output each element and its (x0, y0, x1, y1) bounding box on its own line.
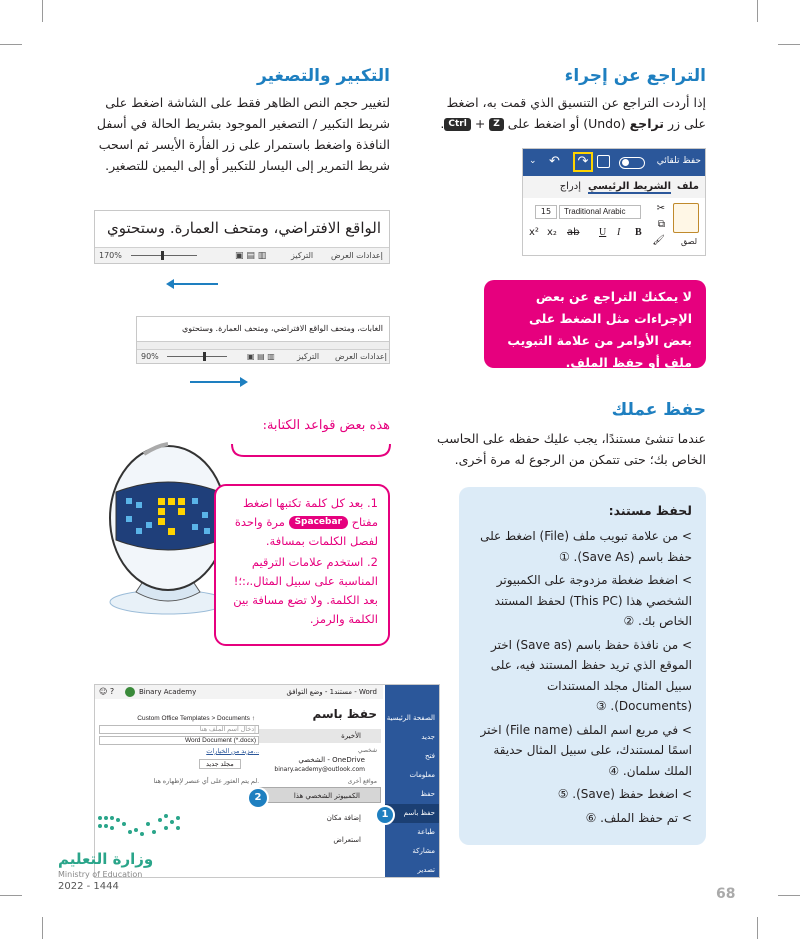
this-pc-item[interactable]: الكمبيوتر الشخصي هذا (259, 787, 381, 803)
zoom-slider-thumb[interactable] (161, 251, 164, 260)
tips-bubble (214, 484, 390, 646)
saveas-screenshot (94, 684, 440, 878)
more-options-link[interactable]: مزيد من الخيارات... (206, 748, 259, 755)
undo-text: إذا أردت التراجع عن التنسيق الذي قمت به، اضغط على زر (446, 95, 706, 131)
tip-1-text-b: مرة واحدة لفصل الكلمات بمسافة. (234, 515, 378, 548)
undo-icon[interactable]: ↶ (549, 154, 560, 169)
zoom-slider-small[interactable] (167, 356, 227, 357)
other-locations-label: مواقع أخرى (347, 778, 377, 785)
subscript-button[interactable]: x₂ (547, 227, 557, 238)
sidebar-item-save-as[interactable]: حفظ باسم (385, 804, 440, 823)
save-box-title: لحفظ مستند: (608, 503, 692, 518)
save-title: حفظ عملك (611, 400, 706, 420)
ribbon-tabs (523, 176, 706, 198)
autosave-label: حفظ تلقائي (656, 156, 701, 166)
sidebar-item[interactable]: طباعة (417, 828, 435, 836)
display-settings-label[interactable]: إعدادات العرض (331, 251, 383, 260)
plus-sign: + (474, 116, 486, 131)
redo-icon[interactable]: ↷ (573, 152, 593, 172)
zoom-small-text: الغابات، ومتحف الواقع الافتراضي، ومتحف العمارة. وستحتوي (182, 324, 383, 333)
empty-note: لم يتم العثور على أي عنصر لإظهاره هنا. (153, 778, 259, 785)
ctrl-key: Ctrl (444, 118, 470, 131)
zoom-paragraph: لتغيير حجم النص الظاهر فقط على الشاشة اضغط على شريط التكبير / التصغير الموجود بشريط الحالة في أسفل النافذة واضغط باستمرار على زر الفأرة الأيسر ثم اسحب شريط التمرير إلى اليسار للتكبير أو إلى اليمين للتصغير. (96, 95, 390, 173)
step-badge-1: 1 (375, 805, 395, 825)
save-steps-box (459, 487, 706, 845)
undo-paragraph: إذا أردت التراجع عن التنسيق الذي قمت به، اضغط على زر تراجع (Undo) أو اضغط على Z + Ctrl. (440, 95, 706, 131)
browse-item[interactable]: استعراض (333, 836, 361, 844)
crop-mark (757, 917, 758, 939)
zoom-slider[interactable] (131, 255, 197, 256)
paste-label: لصق (680, 237, 697, 246)
step-badge-2: 2 (247, 787, 269, 809)
save-step: > اضغط حفظ (Save). ⑤ (557, 787, 692, 801)
ministry-name-en: Ministry of Education (58, 870, 143, 879)
crop-mark (0, 44, 22, 45)
save-step: > في مربع اسم الملف (File name) اختر اسمًا لمستندك، على سبيل المثال حديقة الملك سلمان. ④ (480, 722, 692, 778)
backstage-sidebar (385, 685, 440, 878)
saveas-heading: حفظ باسم (312, 707, 377, 721)
focus-label[interactable]: التركيز (291, 251, 314, 260)
page-number: 68 (716, 886, 736, 902)
display-settings-label-small[interactable]: إعدادات العرض (335, 352, 387, 361)
tip-2: 2. استخدم علامات الترقيم المناسبة على سبيل المثال.،:؛! بعد الكلمة. ولا تضع مسافة بين الكلمة والرمز. (233, 555, 378, 626)
recent-item[interactable]: الأخيرة (259, 729, 381, 743)
font-size-box[interactable]: 15 (535, 205, 557, 219)
z-key: Z (489, 118, 504, 131)
zoom-large-text: الواقع الافتراضي، ومتحف العمارة. وستحتوي (107, 219, 381, 237)
crop-mark (0, 895, 22, 896)
personal-label: شخصي (357, 747, 377, 754)
focus-label-small[interactable]: التركيز (297, 352, 320, 361)
sidebar-item[interactable]: مشاركة (412, 847, 435, 855)
copy-icon[interactable]: ⧉ (657, 219, 665, 230)
superscript-button[interactable]: x² (529, 227, 539, 238)
zoom-level-small[interactable]: 90% (141, 352, 159, 361)
onedrive-mail: binary.academy@outlook.com (274, 766, 365, 773)
arrow-right-head (240, 377, 248, 387)
format-painter-icon[interactable]: 🖌 (652, 235, 665, 246)
italic-button[interactable]: I (617, 227, 621, 238)
status-bar-small (137, 349, 389, 363)
save-paragraph: عندما تنشئ مستندًا، يجب عليك حفظه على الحاسب الخاص بك؛ حتى تتمكن من الرجوع له مرة أخرى. (436, 431, 706, 467)
path-text: Custom Office Templates > Documents (137, 715, 250, 722)
crop-mark (42, 917, 43, 939)
tips-bracket (226, 424, 396, 464)
account-name[interactable]: Binary Academy (139, 688, 197, 696)
cut-icon[interactable]: ✂ (656, 203, 665, 214)
ribbon-titlebar (523, 149, 706, 176)
save-steps-list (473, 526, 692, 828)
sidebar-item[interactable]: فتح (425, 752, 435, 760)
save-icon[interactable] (597, 155, 610, 168)
zoom-slider-thumb-small[interactable] (203, 352, 206, 361)
tips-header: هذه بعض قواعد الكتابة: (262, 418, 390, 433)
zoom-level[interactable]: 170% (99, 251, 122, 260)
arrow-left-icon (168, 283, 218, 285)
save-step: > اضغط ضغطة مزدوجة على الكمبيوتر الشخصي هذا (This PC) لحفظ المستند الخاص بك. ② (494, 573, 692, 628)
help-icon[interactable]: ☺ ? (99, 687, 115, 696)
zoom-screenshot-large (94, 210, 390, 264)
saveas-browser (99, 715, 259, 785)
ministry-name-ar: وزارة التعليم (58, 850, 154, 868)
folder-path[interactable]: Custom Office Templates > Documents ↑ (137, 715, 255, 722)
tip-1-text-a: 1. بعد كل كلمة تكتبها اضغط مفتاح (242, 496, 378, 529)
status-bar (95, 247, 389, 263)
paste-icon[interactable] (673, 203, 699, 233)
onedrive-name: OneDrive - الشخصي (298, 756, 365, 764)
crop-mark (757, 0, 758, 22)
arrow-right-icon (190, 381, 240, 383)
saveas-locations (255, 701, 385, 877)
zoom-title: التكبير والتصغير (257, 66, 390, 86)
sidebar-item[interactable]: جديد (421, 733, 435, 741)
ministry-logo-icon (96, 810, 188, 840)
spacebar-key: Spacebar (289, 516, 348, 529)
save-step: > من نافذة حفظ باسم (Save as) اختر الموقع الذي تريد حفظ المستند فيه، على سبيل المثال مجلد المستندات (Documents). ③ (490, 637, 692, 713)
view-icons[interactable]: ▣ ▤ ▥ (235, 251, 267, 261)
new-folder-button[interactable]: مجلد جديد (199, 759, 241, 769)
tab-insert[interactable]: إدراج (559, 181, 581, 192)
save-step: > من علامة تبويب ملف (File) اضغط على حفظ باسم (Save As). ① (480, 529, 692, 564)
sidebar-item[interactable]: تصدير (417, 866, 435, 874)
tab-home[interactable]: الشريط الرئيسي (587, 181, 671, 192)
arrow-left-head (166, 279, 174, 289)
sidebar-item[interactable]: الصفحة الرئيسية (386, 714, 435, 722)
tip-1 (226, 494, 378, 551)
undo-en: (Undo) أو اضغط على (507, 116, 626, 131)
save-step: > تم حفظ الملف. ⑥ (585, 810, 692, 825)
sidebar-item[interactable]: معلومات (409, 771, 435, 779)
saveas-titlebar (95, 685, 383, 699)
undo-bold: تراجع (629, 116, 664, 131)
strikethrough-button[interactable]: ab (567, 227, 580, 238)
undo-title: التراجع عن إجراء (564, 66, 706, 86)
filetype-select[interactable]: Word Document (*.docx) (99, 736, 259, 745)
saveas-window-title: مستند1 - وضع التوافق - Word (286, 688, 377, 696)
view-icons-small[interactable]: ▣ ▤ ▥ (247, 352, 275, 361)
pink-callout: لا يمكنك التراجع عن بعض الإجراءات مثل الضغط على بعض الأوامر من علامة التبويب ملف أو حفظ الملف. (484, 280, 706, 368)
horizontal-scrollbar[interactable] (137, 341, 389, 349)
filename-input[interactable]: إدخال اسم الملف هنا (99, 725, 259, 734)
crop-mark (42, 0, 43, 22)
bold-button[interactable]: B (635, 227, 642, 238)
onedrive-item[interactable] (259, 756, 365, 774)
zoom-screenshot-small (136, 316, 390, 364)
avatar[interactable] (125, 687, 135, 697)
crop-mark (778, 44, 800, 45)
crop-mark (778, 895, 800, 896)
customize-icon[interactable]: ⌄ (529, 156, 537, 166)
sidebar-item[interactable]: حفظ (420, 790, 435, 798)
edition-year: 2022 - 1444 (58, 881, 119, 892)
add-place-item[interactable]: إضافة مكان (326, 814, 361, 822)
tab-file[interactable]: ملف (676, 181, 699, 192)
underline-button[interactable]: U (599, 227, 607, 238)
font-name-box[interactable]: Traditional Arabic (559, 205, 641, 219)
autosave-toggle[interactable] (619, 157, 645, 169)
ribbon-screenshot (522, 148, 706, 256)
